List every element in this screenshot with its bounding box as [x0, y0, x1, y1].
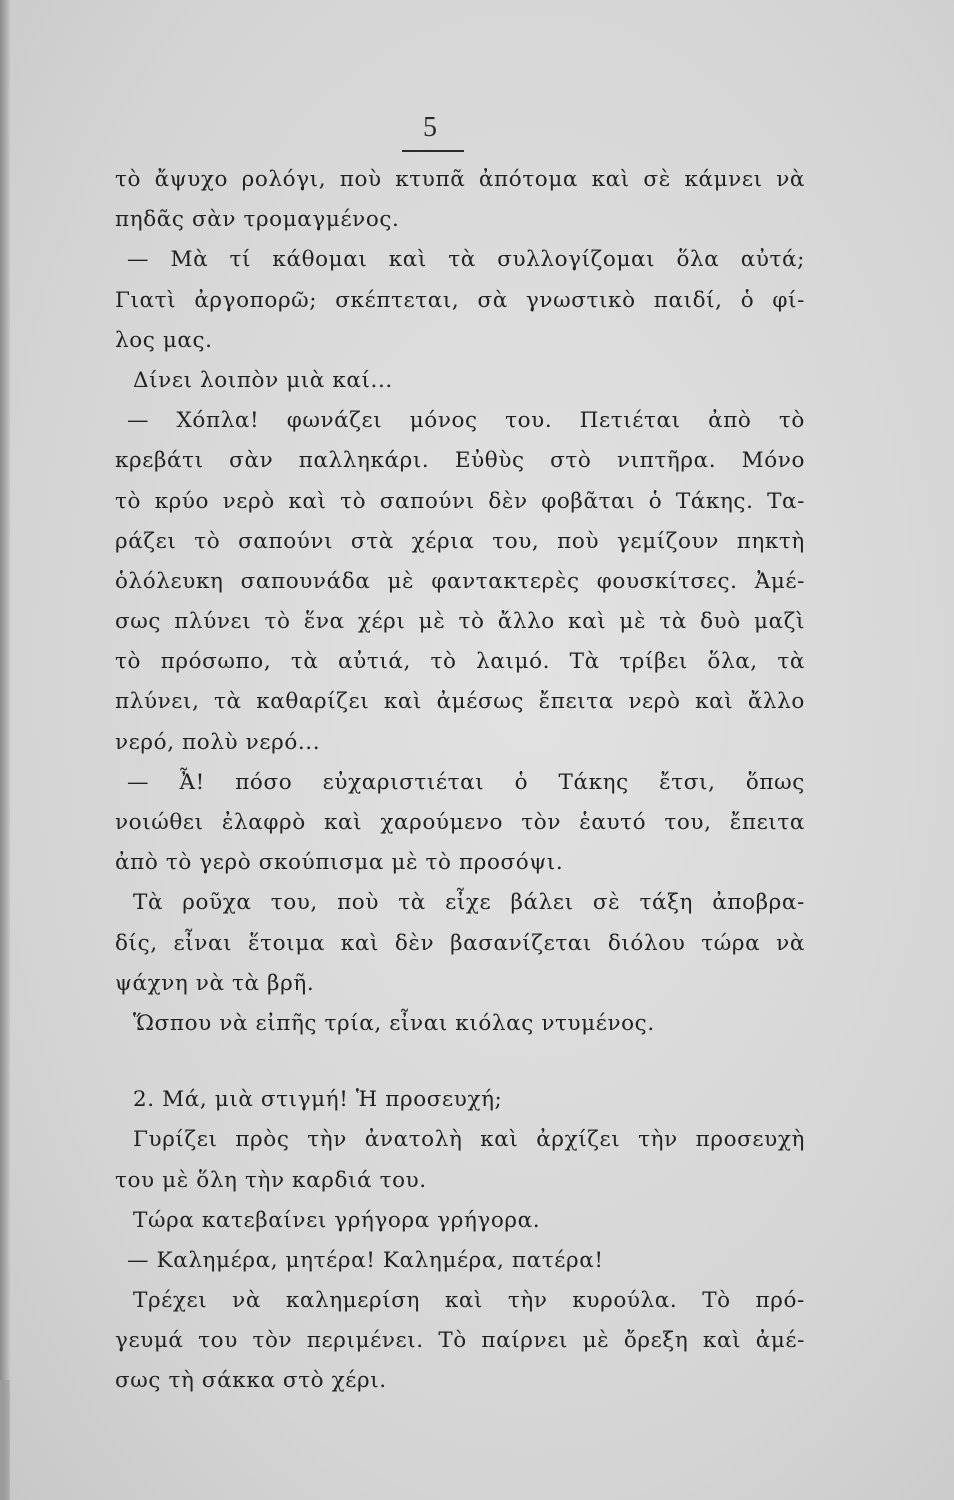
- text-line: τὸ πρόσωπο, τὰ αὐτιά, τὸ λαιμό. Τὰ τρίβει ὅλα, τὰ: [115, 649, 805, 675]
- text-line: — Μὰ τί κάθομαι καὶ τὰ συλλογίζομαι ὅλα αὐτά;: [127, 247, 805, 273]
- page-text: [115, 160, 805, 1402]
- text-line: Τὰ ροῦχα του, ποὺ τὰ εἶχε βάλει σὲ τάξη ἀποβρα-: [133, 890, 805, 916]
- text-line: κρεβάτι σὰν παλληκάρι. Εὐθὺς στὸ νιπτῆρα. Μόνο: [115, 448, 805, 474]
- text-line: νερό, πολὺ νερό...: [115, 729, 321, 755]
- section-gap: [115, 1044, 805, 1080]
- text-line: Ὥσπου νὰ εἰπῆς τρία, εἶναι κιόλας ντυμένος.: [133, 1010, 655, 1036]
- text-line: Γιατὶ ἀργοπορῶ; σκέπτεται, σὰ γνωστικὸ παιδί, ὁ φί-: [115, 287, 805, 313]
- page-number-underline: [402, 150, 464, 152]
- text-line: Τώρα κατεβαίνει γρήγορα γρήγορα.: [133, 1207, 541, 1233]
- text-line: Δίνει λοιπὸν μιὰ καί...: [133, 367, 393, 393]
- text-line: πλύνει, τὰ καθαρίζει καὶ ἀμέσως ἔπειτα νερὸ καὶ ἄλλο: [115, 689, 805, 715]
- text-line: Γυρίζει πρὸς τὴν ἀνατολὴ καὶ ἀρχίζει τὴν προσευχὴ: [133, 1127, 805, 1153]
- text-line: ψάχνη νὰ τὰ βρῆ.: [115, 970, 315, 996]
- text-line: νοιώθει ἐλαφρὸ καὶ χαρούμενο τὸν ἑαυτό του, ἔπειτα: [115, 810, 805, 835]
- text-line: ράζει τὸ σαπούνι στὰ χέρια του, ποὺ γεμίζουν πηκτὴ: [115, 528, 805, 554]
- text-line: πηδᾶς σὰν τρομαγμένος.: [115, 207, 400, 233]
- text-line: λος μας.: [115, 327, 213, 353]
- text-line: γευμά του τὸν περιμένει. Τὸ παίρνει μὲ ὄρεξη καὶ ἀμέ-: [115, 1328, 805, 1354]
- text-line: του μὲ ὅλη τὴν καρδιά του.: [115, 1167, 427, 1193]
- text-line: — Καλημέρα, μητέρα! Καλημέρα, πατέρα!: [127, 1247, 604, 1273]
- book-page: [10, 0, 954, 1500]
- text-line: — Χόπλα! φωνάζει μόνος του. Πετιέται ἀπὸ τὸ: [127, 408, 805, 434]
- section-heading: 2. Μά, μιὰ στιγμή! Ἡ προσευχή;: [133, 1087, 503, 1113]
- scan-edge-shadow: [0, 0, 10, 1500]
- page-number: 5: [423, 112, 437, 143]
- text-line: ὁλόλευκη σαπουνάδα μὲ φαντακτερὲς φουσκίτσες. Ἀμέ-: [115, 568, 805, 594]
- text-line: — Ἆ! πόσο εὐχαριστιέται ὁ Τάκης ἔτσι, ὅπως: [127, 769, 805, 795]
- text-line: τὸ ἄψυχο ρολόγι, ποὺ κτυπᾶ ἀπότομα καὶ σὲ κάμνει νὰ: [115, 167, 805, 192]
- text-line: δίς, εἶναι ἕτοιμα καὶ δὲν βασανίζεται διόλου τώρα νὰ: [115, 930, 805, 956]
- text-line: ἀπὸ τὸ γερὸ σκούπισμα μὲ τὸ προσόψι.: [115, 850, 564, 876]
- text-line: σως πλύνει τὸ ἕνα χέρι μὲ τὸ ἄλλο καὶ μὲ τὰ δυὸ μαζὶ: [115, 609, 805, 635]
- text-line: Τρέχει νὰ καλημερίση καὶ τὴν κυρούλα. Τὸ πρό-: [133, 1288, 805, 1314]
- text-line: τὸ κρύο νερὸ καὶ τὸ σαπούνι δὲν φοβᾶται ὁ Τάκης. Τα-: [115, 488, 805, 514]
- text-line: σως τὴ σάκκα στὸ χέρι.: [115, 1368, 387, 1394]
